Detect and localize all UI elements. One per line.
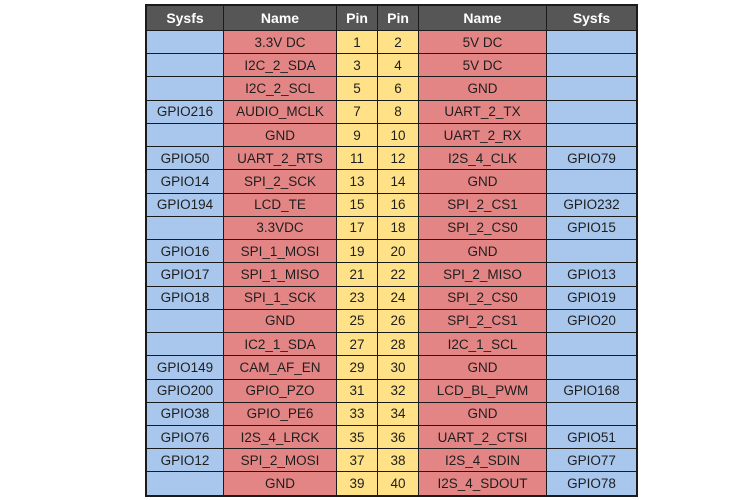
cell-pin-left: 9	[337, 123, 378, 146]
cell-pin-right: 32	[378, 379, 419, 402]
header-row	[146, 5, 637, 31]
cell-sysfs-right	[547, 240, 638, 263]
cell-sysfs-right: GPIO15	[547, 216, 638, 239]
cell-pin-left: 7	[337, 100, 378, 123]
cell-name-right: UART_2_RX	[419, 123, 547, 146]
cell-name-left: 3.3V DC	[224, 31, 337, 54]
cell-pin-right: 28	[378, 333, 419, 356]
cell-sysfs-right	[547, 123, 638, 146]
cell-name-right: GND	[419, 77, 547, 100]
cell-sysfs-left: GPIO76	[146, 425, 224, 448]
table-row	[146, 147, 637, 170]
table-row	[146, 263, 637, 286]
cell-pin-right: 24	[378, 286, 419, 309]
pinout-screenshot	[145, 4, 620, 497]
cell-pin-left: 33	[337, 402, 378, 425]
cell-name-right: GND	[419, 402, 547, 425]
cell-sysfs-right: GPIO13	[547, 263, 638, 286]
cell-pin-right: 20	[378, 240, 419, 263]
cell-name-right: I2S_4_SDOUT	[419, 472, 547, 496]
cell-name-right: I2S_4_CLK	[419, 147, 547, 170]
cell-name-left: AUDIO_MCLK	[224, 100, 337, 123]
cell-sysfs-left: GPIO50	[146, 147, 224, 170]
cell-pin-left: 23	[337, 286, 378, 309]
cell-sysfs-left: GPIO200	[146, 379, 224, 402]
cell-name-left: I2C_2_SCL	[224, 77, 337, 100]
cell-sysfs-left	[146, 216, 224, 239]
cell-name-left: SPI_1_MISO	[224, 263, 337, 286]
cell-pin-right: 16	[378, 193, 419, 216]
cell-sysfs-left: GPIO38	[146, 402, 224, 425]
cell-sysfs-left: GPIO12	[146, 449, 224, 472]
table-row	[146, 333, 637, 356]
table-row	[146, 123, 637, 146]
table-row	[146, 193, 637, 216]
cell-name-right: LCD_BL_PWM	[419, 379, 547, 402]
gpio-pinout-table	[145, 4, 638, 497]
cell-pin-left: 21	[337, 263, 378, 286]
cell-pin-left: 3	[337, 54, 378, 77]
cell-sysfs-left: GPIO18	[146, 286, 224, 309]
cell-pin-left: 19	[337, 240, 378, 263]
cell-pin-right: 30	[378, 356, 419, 379]
cell-sysfs-right: GPIO168	[547, 379, 638, 402]
cell-sysfs-right: GPIO232	[547, 193, 638, 216]
cell-name-right: 5V DC	[419, 31, 547, 54]
cell-name-right: SPI_2_CS0	[419, 286, 547, 309]
cell-pin-left: 5	[337, 77, 378, 100]
cell-sysfs-right: GPIO19	[547, 286, 638, 309]
cell-name-right: UART_2_TX	[419, 100, 547, 123]
cell-pin-left: 11	[337, 147, 378, 170]
cell-sysfs-left: GPIO17	[146, 263, 224, 286]
cell-pin-right: 36	[378, 425, 419, 448]
cell-sysfs-right	[547, 170, 638, 193]
cell-name-left: GPIO_PE6	[224, 402, 337, 425]
cell-name-left: SPI_2_MOSI	[224, 449, 337, 472]
cell-name-left: LCD_TE	[224, 193, 337, 216]
cell-pin-right: 2	[378, 31, 419, 54]
table-row	[146, 402, 637, 425]
table-row	[146, 379, 637, 402]
cell-name-right: 5V DC	[419, 54, 547, 77]
cell-sysfs-left	[146, 472, 224, 496]
header-name-left: Name	[224, 5, 337, 31]
table-row	[146, 170, 637, 193]
cell-pin-left: 39	[337, 472, 378, 496]
cell-pin-right: 22	[378, 263, 419, 286]
cell-name-left: IC2_1_SDA	[224, 333, 337, 356]
cell-sysfs-left: GPIO216	[146, 100, 224, 123]
pinout-table-body	[146, 31, 637, 497]
cell-pin-left: 15	[337, 193, 378, 216]
cell-pin-right: 40	[378, 472, 419, 496]
cell-pin-right: 14	[378, 170, 419, 193]
cell-pin-left: 37	[337, 449, 378, 472]
cell-sysfs-left	[146, 309, 224, 332]
cell-sysfs-right: GPIO77	[547, 449, 638, 472]
cell-name-left: SPI_2_SCK	[224, 170, 337, 193]
cell-name-left: SPI_1_SCK	[224, 286, 337, 309]
cell-sysfs-left	[146, 123, 224, 146]
cell-sysfs-left: GPIO149	[146, 356, 224, 379]
cell-pin-right: 10	[378, 123, 419, 146]
table-row	[146, 309, 637, 332]
cell-sysfs-right	[547, 402, 638, 425]
cell-name-right: I2S_4_SDIN	[419, 449, 547, 472]
cell-sysfs-right: GPIO20	[547, 309, 638, 332]
cell-pin-right: 8	[378, 100, 419, 123]
cell-name-right: GND	[419, 356, 547, 379]
cell-name-right: GND	[419, 170, 547, 193]
cell-sysfs-right: GPIO51	[547, 425, 638, 448]
cell-name-left: GPIO_PZO	[224, 379, 337, 402]
cell-pin-right: 6	[378, 77, 419, 100]
cell-sysfs-left: GPIO14	[146, 170, 224, 193]
cell-pin-right: 38	[378, 449, 419, 472]
cell-pin-right: 12	[378, 147, 419, 170]
cell-sysfs-left	[146, 31, 224, 54]
cell-name-right: SPI_2_CS0	[419, 216, 547, 239]
cell-name-left: 3.3VDC	[224, 216, 337, 239]
table-row	[146, 77, 637, 100]
cell-pin-left: 1	[337, 31, 378, 54]
cell-pin-left: 27	[337, 333, 378, 356]
cell-sysfs-left	[146, 77, 224, 100]
cell-name-left: GND	[224, 309, 337, 332]
cell-name-left: CAM_AF_EN	[224, 356, 337, 379]
cell-pin-right: 34	[378, 402, 419, 425]
cell-name-left: I2C_2_SDA	[224, 54, 337, 77]
table-row	[146, 425, 637, 448]
table-row	[146, 216, 637, 239]
table-row	[146, 449, 637, 472]
cell-pin-left: 31	[337, 379, 378, 402]
header-sysfs-left: Sysfs	[146, 5, 224, 31]
cell-name-left: GND	[224, 472, 337, 496]
table-row	[146, 472, 637, 496]
cell-sysfs-right	[547, 77, 638, 100]
header-pin-left: Pin	[337, 5, 378, 31]
table-row	[146, 100, 637, 123]
cell-sysfs-right	[547, 333, 638, 356]
cell-name-right: SPI_2_CS1	[419, 193, 547, 216]
cell-sysfs-right: GPIO79	[547, 147, 638, 170]
cell-sysfs-right	[547, 100, 638, 123]
cell-sysfs-left	[146, 54, 224, 77]
cell-pin-left: 35	[337, 425, 378, 448]
table-row	[146, 54, 637, 77]
table-row	[146, 31, 637, 54]
cell-sysfs-left: GPIO16	[146, 240, 224, 263]
cell-pin-right: 26	[378, 309, 419, 332]
cell-name-right: UART_2_CTSI	[419, 425, 547, 448]
cell-name-right: GND	[419, 240, 547, 263]
header-sysfs-right: Sysfs	[547, 5, 638, 31]
table-row	[146, 240, 637, 263]
table-row	[146, 356, 637, 379]
cell-name-right: SPI_2_CS1	[419, 309, 547, 332]
table-row	[146, 286, 637, 309]
cell-pin-left: 17	[337, 216, 378, 239]
cell-name-left: I2S_4_LRCK	[224, 425, 337, 448]
cell-sysfs-right	[547, 31, 638, 54]
cell-sysfs-right	[547, 356, 638, 379]
cell-pin-right: 18	[378, 216, 419, 239]
cell-sysfs-right	[547, 54, 638, 77]
cell-pin-left: 13	[337, 170, 378, 193]
cell-name-right: I2C_1_SCL	[419, 333, 547, 356]
cell-name-left: GND	[224, 123, 337, 146]
cell-pin-left: 29	[337, 356, 378, 379]
cell-sysfs-right: GPIO78	[547, 472, 638, 496]
cell-name-left: SPI_1_MOSI	[224, 240, 337, 263]
header-pin-right: Pin	[378, 5, 419, 31]
cell-sysfs-left: GPIO194	[146, 193, 224, 216]
cell-pin-left: 25	[337, 309, 378, 332]
header-name-right: Name	[419, 5, 547, 31]
cell-name-left: UART_2_RTS	[224, 147, 337, 170]
cell-pin-right: 4	[378, 54, 419, 77]
cell-name-right: SPI_2_MISO	[419, 263, 547, 286]
cell-sysfs-left	[146, 333, 224, 356]
